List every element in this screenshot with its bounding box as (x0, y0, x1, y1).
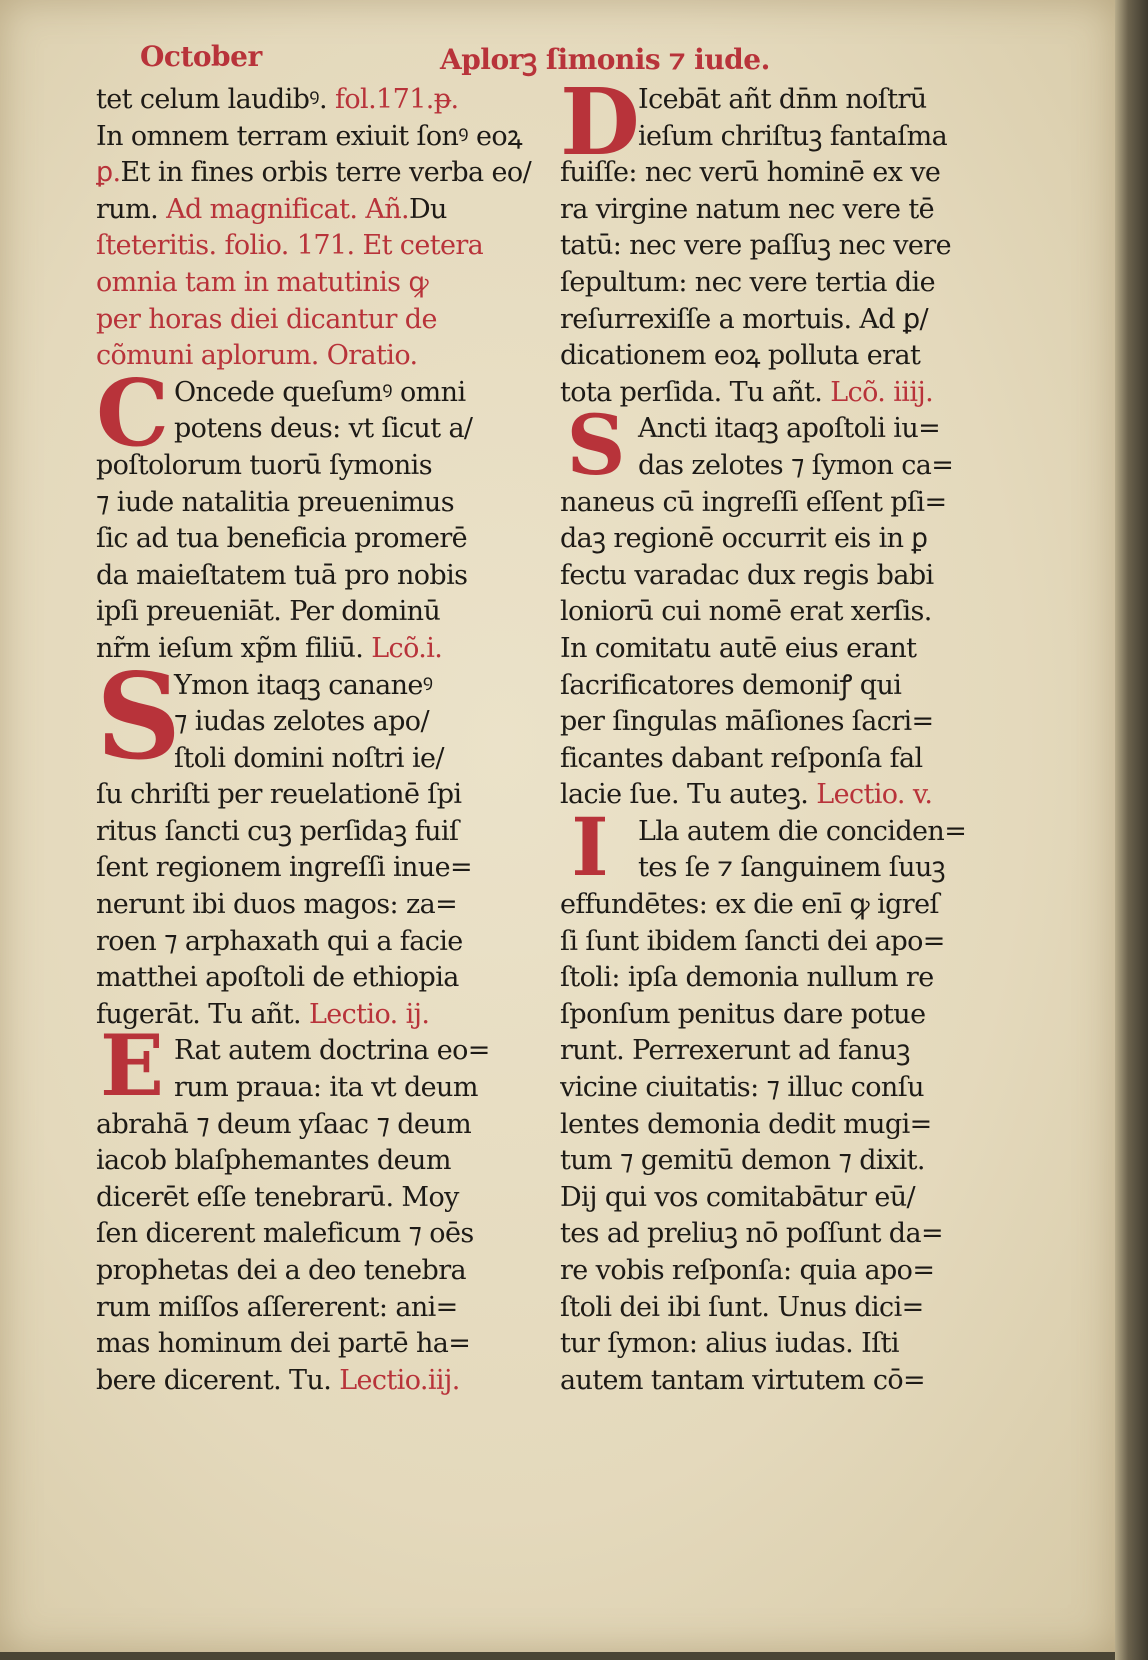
running-header (0, 40, 1115, 80)
body-text: poſtolorum tuorū ſymonis (96, 449, 432, 481)
body-text: In omnem terram exiuit ſonꝰ eoꝝ (96, 120, 523, 152)
body-text: ſu chriſti per reuelationē ſpi (96, 779, 462, 811)
initial-i: I (571, 800, 609, 894)
body-text: ⁊ iudas zelotes apo/ (174, 706, 429, 738)
initial-s-second: S (566, 398, 626, 494)
rubric-text: Lectio.iij. (339, 1364, 460, 1396)
rubric-text: per horas diei dicantur de (96, 303, 437, 335)
initial-d: D (560, 82, 640, 176)
body-text: lacie ſue. Tu auteꝫ. (560, 779, 817, 811)
text-line (96, 265, 536, 302)
rubric-text: folio. 171. Et cetera (224, 230, 484, 262)
body-text: Ymon itaqꝫ cananeꝰ (174, 669, 433, 701)
text-line (96, 924, 536, 961)
body-text: naneus cū ingreſſi eſſent pſi= (560, 486, 947, 518)
body-text: reſurrexiſſe a mortuis. Ad ꝑ/ (560, 303, 929, 335)
text-line (560, 1033, 1000, 1070)
rubric-text: Lcõ.i. (371, 632, 443, 664)
body-text: ſi ſunt ibidem ſancti dei apo= (560, 925, 945, 957)
body-text: nr̃m ieſum xp̃m filiū. (96, 632, 372, 664)
text-line (560, 192, 1000, 229)
body-text: In comitatu autē eius erant (560, 632, 917, 664)
text-line (560, 704, 1000, 741)
rubric-text: Lcõ. iiij. (830, 376, 934, 408)
body-text: tes ad preliuꝫ nō poſſunt da= (560, 1218, 944, 1250)
body-text: ſent regionem ingreſſi inue= (96, 852, 473, 884)
body-text: ra virgine natum nec vere tē (560, 193, 934, 225)
body-text: fuiſſe: nec verū hominē ex ve (560, 157, 941, 189)
body-text: bere dicerent. Tu. (96, 1364, 340, 1396)
text-line (560, 1070, 1000, 1107)
text-line (96, 119, 536, 156)
rubric-text: cõmuni aplorum. Oratio. (96, 340, 418, 372)
text-line (96, 302, 536, 339)
text-line (96, 1326, 536, 1363)
body-text: effundētes: ex die enī ꝙ igreſ (560, 889, 939, 921)
body-text: ſen dicerent maleficum ⁊ oēs (96, 1218, 474, 1250)
rubric-text: Lectio. ij. (308, 998, 430, 1030)
header-feast: Aplorꝫ ſimonis ⁊ iude. (440, 43, 770, 76)
body-text: rum. (96, 193, 167, 225)
text-line (96, 1180, 536, 1217)
body-text: Icebāt añt dn̄m noſtrū (638, 84, 927, 115)
body-text: vicine ciuitatis: ⁊ illuc conſu (560, 1072, 924, 1104)
text-line (96, 1290, 536, 1327)
body-text: potens deus: vt ſicut a/ (174, 413, 473, 445)
text-line (560, 850, 1000, 887)
text-line (560, 1326, 1000, 1363)
text-line (560, 814, 1000, 851)
body-text: Et in fines orbis terre verba eo/ (120, 157, 532, 189)
body-text: ipſi preueniāt. Per dominū (96, 596, 441, 628)
body-text: tur ſymon: alius iudas. Iſti (560, 1328, 899, 1360)
left-column (96, 82, 536, 1482)
body-text: prophetas dei a deo tenebra (96, 1255, 467, 1286)
initial-e: E (99, 1016, 165, 1115)
body-text: ſtoli: ipſa demonia nullum re (560, 962, 934, 994)
body-text: fectu varadac dux regis babi (560, 559, 934, 591)
text-line (560, 521, 1000, 558)
body-text: re vobis reſponſa: quia apo= (560, 1255, 935, 1286)
body-text: tet celum laudibꝰ. (96, 84, 335, 115)
rubric-text: ꝑ. (96, 157, 121, 189)
text-line (560, 485, 1000, 522)
body-text: ſtoli dei ibi ſunt. Unus dici= (560, 1291, 924, 1323)
header-month: October (140, 40, 262, 73)
body-text: fugerāt. Tu añt. (96, 998, 309, 1030)
text-line (96, 82, 536, 119)
body-text: Du (408, 193, 447, 225)
text-line (560, 265, 1000, 302)
body-text: Ancti itaqꝫ apoſtoli iu= (638, 413, 941, 445)
body-text: tatū: nec vere paſſuꝫ nec vere (560, 230, 951, 262)
body-text: dicerēt eſſe tenebrarū. Moy (96, 1181, 459, 1213)
text-line (96, 485, 536, 522)
body-text: lentes demonia dedit mugi= (560, 1108, 932, 1140)
body-text: mas hominum dei partē ha= (96, 1328, 471, 1360)
text-line (96, 887, 536, 924)
text-line (560, 887, 1000, 924)
text-line (96, 1216, 536, 1253)
body-text: matthei apoſtoli de ethiopia (96, 962, 459, 994)
text-line (96, 228, 536, 265)
body-text: das zelotes ⁊ ſymon ca= (638, 449, 954, 481)
text-line (96, 960, 536, 997)
body-text: Dij qui vos comitabātur eū/ (560, 1181, 916, 1213)
body-text: tes ſe ⁊ ſanguinem ſuuꝫ (638, 852, 945, 884)
text-line (560, 1143, 1000, 1180)
body-text: loniorū cui nomē erat xerſis. (560, 596, 932, 628)
text-line (96, 155, 536, 192)
rubric-text: Ad magnificat. Añ. (166, 193, 409, 225)
body-text: ſic ad tua beneficia promerē (96, 523, 468, 555)
body-text: ritus ſancti cuꝫ perſidaꝫ fuiſ (96, 815, 459, 847)
text-line (560, 741, 1000, 778)
rubric-text: Lectio. v. (816, 779, 933, 811)
text-line (560, 631, 1000, 668)
text-line (560, 668, 1000, 705)
rubric-text: ſteteritis. (96, 230, 225, 262)
text-line (96, 1363, 536, 1400)
text-line (560, 338, 1000, 375)
text-line (560, 1363, 1000, 1400)
rubric-text: fol.171.ᵽ. (334, 84, 459, 115)
text-line (560, 302, 1000, 339)
body-text: ieſum chriſtuꝫ fantaſma (638, 120, 948, 152)
text-line (96, 192, 536, 229)
text-line (560, 558, 1000, 595)
rubric-text: omnia tam in matutinis ꝙ (96, 266, 429, 298)
body-text: Oncede queſumꝰ omni (174, 376, 466, 408)
initial-c: C (96, 359, 170, 467)
body-text: da maieſtatem tuā pro nobis (96, 559, 468, 591)
body-text: daꝫ regionē occurrit eis in ꝑ (560, 523, 928, 555)
text-line (96, 1143, 536, 1180)
body-text: ſepultum: nec vere tertia die (560, 266, 935, 298)
text-line (96, 594, 536, 631)
body-text: autem tantam virtutem cō= (560, 1364, 926, 1396)
text-line (560, 1253, 1000, 1290)
body-text: tota perſida. Tu añt. (560, 376, 831, 408)
text-line (96, 521, 536, 558)
right-column (560, 82, 1000, 1482)
body-text: Rat autem doctrina eo= (174, 1035, 490, 1067)
body-text: ficantes dabant reſponſa fal (560, 742, 923, 774)
body-text: per ſingulas māſiones ſacri= (560, 706, 934, 738)
body-text: rum praua: ita vt deum (174, 1072, 478, 1104)
body-text: ſtoli domini noſtri ie/ (174, 742, 444, 774)
text-line (96, 558, 536, 595)
text-line (96, 1253, 536, 1290)
text-line (560, 1180, 1000, 1217)
text-line (560, 594, 1000, 631)
text-line (560, 960, 1000, 997)
text-line (96, 850, 536, 887)
text-line (560, 997, 1000, 1034)
body-text: roen ⁊ arphaxath qui a facie (96, 925, 463, 957)
right-text-lines (560, 82, 1000, 1399)
text-line (560, 1216, 1000, 1253)
body-text: abrahā ⁊ deum yſaac ⁊ deum (96, 1108, 472, 1140)
text-line (560, 228, 1000, 265)
text-line (560, 1107, 1000, 1144)
initial-s: S (96, 647, 182, 786)
body-text: runt. Perrexerunt ad fanuꝫ (560, 1035, 910, 1067)
body-text: ſponſum penitus dare potue (560, 998, 926, 1030)
text-line (96, 814, 536, 851)
body-text: ſacrificatores demoniꝭ qui (560, 669, 902, 701)
text-line (560, 777, 1000, 814)
body-text: dicationem eoꝝ polluta erat (560, 340, 921, 372)
text-line (560, 924, 1000, 961)
body-text: ⁊ iude natalitia preuenimus (96, 486, 454, 518)
body-text: iacob blaſphemantes deum (96, 1145, 451, 1177)
book-edge (1115, 0, 1148, 1660)
text-line (560, 1290, 1000, 1327)
body-text: tum ⁊ gemitū demon ⁊ dixit. (560, 1145, 925, 1177)
body-text: nerunt ibi duos magos: za= (96, 889, 458, 921)
body-text: Lla autem die conciden= (638, 815, 967, 847)
body-text: rum miſſos aſſererent: ani= (96, 1291, 458, 1323)
